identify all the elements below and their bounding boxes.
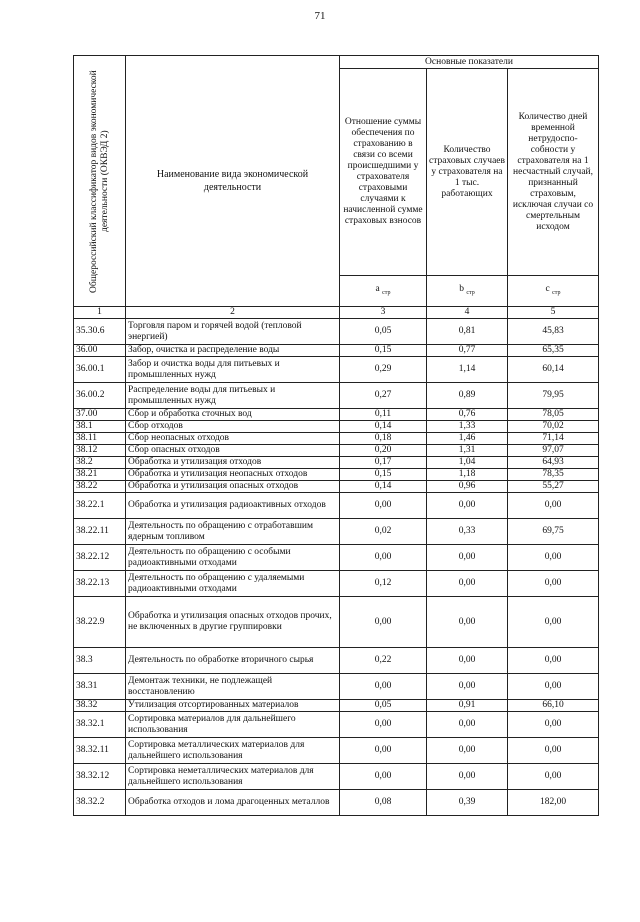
okved-code: 38.3 [74,648,126,674]
value-b: 0,39 [427,790,508,816]
value-a: 0,05 [340,319,427,345]
value-a: 0,12 [340,571,427,597]
value-b: 1,04 [427,457,508,469]
table-row [74,700,599,712]
value-c: 45,83 [508,319,599,345]
value-a: 0,00 [340,764,427,790]
activity-name: Деятельность по обработке вторичного сырья [126,648,340,674]
value-c: 78,35 [508,469,599,481]
value-b: 1,33 [427,421,508,433]
activity-name: Деятельность по обращению с удаляемыми радиоактивными отходами [126,571,340,597]
activity-name: Сортировка металлических материалов для дальнейшего использования [126,738,340,764]
value-a: 0,00 [340,738,427,764]
table-row [74,469,599,481]
column-number: 2 [126,307,340,319]
value-b: 1,31 [427,445,508,457]
activity-name: Обработка и утилизация радиоактивных отходов [126,493,340,519]
value-c: 97,07 [508,445,599,457]
value-a: 0,00 [340,674,427,700]
okved-code: 38.12 [74,445,126,457]
activity-name: Сбор и обработка сточных вод [126,409,340,421]
value-c: 0,00 [508,493,599,519]
header-symbol-c: c $_{стр}$ [508,276,599,307]
table-row [74,674,599,700]
okved-code: 38.32 [74,700,126,712]
activity-name: Забор и очистка воды для питьевых и промышленных нужд [126,357,340,383]
value-a: 0,14 [340,481,427,493]
column-number: 3 [340,307,427,319]
okved-code: 38.1 [74,421,126,433]
table-row [74,457,599,469]
okved-code: 38.32.2 [74,790,126,816]
value-b: 0,76 [427,409,508,421]
activity-name: Деятельность по обращению с отработавшим ядерным топливом [126,519,340,545]
value-c: 0,00 [508,545,599,571]
activity-name: Забор, очистка и распределение воды [126,345,340,357]
okved-code: 37.00 [74,409,126,421]
okved-code: 38.22.13 [74,571,126,597]
value-a: 0,15 [340,469,427,481]
table-row [74,571,599,597]
value-c: 79,95 [508,383,599,409]
value-c: 64,93 [508,457,599,469]
value-a: 0,02 [340,519,427,545]
column-number: 5 [508,307,599,319]
table-row [74,481,599,493]
okved-code: 38.22 [74,481,126,493]
column-number: 4 [427,307,508,319]
activity-name: Сбор отходов [126,421,340,433]
okved-code: 38.32.12 [74,764,126,790]
value-b: 0,77 [427,345,508,357]
okved-code: 38.22.11 [74,519,126,545]
value-a: 0,05 [340,700,427,712]
okved-code: 38.31 [74,674,126,700]
header-col-a: Отношение суммы обеспечения по страхованию в связи со всеми происшедшими у страхователя страховыми случаями к начисленной сумме страховых взносов [340,69,427,276]
okved-code: 38.11 [74,433,126,445]
value-b: 1,18 [427,469,508,481]
value-a: 0,00 [340,597,427,648]
okved-code: 36.00.1 [74,357,126,383]
table-row [74,319,599,345]
value-c: 182,00 [508,790,599,816]
value-b: 0,00 [427,764,508,790]
table-row [74,433,599,445]
value-c: 0,00 [508,648,599,674]
value-c: 0,00 [508,597,599,648]
okved-code: 38.2 [74,457,126,469]
header-symbol-b: b $_{стр}$ [427,276,508,307]
value-c: 71,14 [508,433,599,445]
activity-name: Демонтаж техники, не подлежащей восстановлению [126,674,340,700]
value-c: 70,02 [508,421,599,433]
table-row [74,383,599,409]
activity-name: Обработка отходов и лома драгоценных металлов [126,790,340,816]
value-b: 1,14 [427,357,508,383]
value-a: 0,15 [340,345,427,357]
activity-name: Распределение воды для питьевых и промышленных нужд [126,383,340,409]
value-a: 0,11 [340,409,427,421]
header-main-indicators: Основные показатели [340,56,599,69]
header-okved [74,56,126,307]
table-header [74,56,599,319]
activity-name: Обработка и утилизация отходов [126,457,340,469]
value-c: 0,00 [508,738,599,764]
header-col-b: Количество страховых случаев у страхователя на 1 тыс. работающих [427,69,508,276]
value-b: 0,96 [427,481,508,493]
value-c: 60,14 [508,357,599,383]
okved-code: 38.22.12 [74,545,126,571]
table-row [74,764,599,790]
activity-name: Деятельность по обращению с особыми радиоактивными отходами [126,545,340,571]
table-row [74,597,599,648]
activity-name: Обработка и утилизация опасных отходов прочих, не включенных в другие группировки [126,597,340,648]
table-row [74,790,599,816]
value-c: 69,75 [508,519,599,545]
value-b: 0,00 [427,712,508,738]
okved-code: 38.32.11 [74,738,126,764]
value-c: 65,35 [508,345,599,357]
header-activity-name: Наименование вида экономической деятельности [126,56,340,307]
table-row [74,545,599,571]
header-col-c: Количество дней временной нетрудоспо-собности у страхователя на 1 несчастный случай, признанный страховым, исключая случаи со смертельным исходом [508,69,599,276]
table-row [74,345,599,357]
activity-name: Сбор опасных отходов [126,445,340,457]
activity-name: Сортировка неметаллических материалов для дальнейшего использования [126,764,340,790]
header-symbol-a: a $_{стр}$ [340,276,427,307]
table-row [74,519,599,545]
value-c: 78,05 [508,409,599,421]
value-a: 0,00 [340,493,427,519]
value-c: 0,00 [508,674,599,700]
value-b: 0,00 [427,648,508,674]
value-b: 0,00 [427,545,508,571]
value-a: 0,00 [340,545,427,571]
activity-name: Торговля паром и горячей водой (тепловой энергией) [126,319,340,345]
value-b: 0,91 [427,700,508,712]
value-a: 0,20 [340,445,427,457]
value-c: 0,00 [508,571,599,597]
activity-name: Обработка и утилизация опасных отходов [126,481,340,493]
okved-code: 38.22.9 [74,597,126,648]
activity-name: Обработка и утилизация неопасных отходов [126,469,340,481]
value-a: 0,08 [340,790,427,816]
value-a: 0,17 [340,457,427,469]
table-body [74,319,599,816]
table-row [74,712,599,738]
table-row [74,738,599,764]
value-a: 0,29 [340,357,427,383]
okved-code: 38.22.1 [74,493,126,519]
activity-name: Сортировка материалов для дальнейшего использования [126,712,340,738]
table-row [74,445,599,457]
table-row [74,421,599,433]
value-b: 1,46 [427,433,508,445]
value-b: 0,00 [427,571,508,597]
page-number: 71 [314,10,326,22]
value-c: 66,10 [508,700,599,712]
value-a: 0,22 [340,648,427,674]
okved-code: 38.32.1 [74,712,126,738]
value-c: 55,27 [508,481,599,493]
value-b: 0,00 [427,493,508,519]
column-number: 1 [74,307,126,319]
indicators-table [73,55,599,816]
activity-name: Утилизация отсортированных материалов [126,700,340,712]
table-row [74,493,599,519]
value-a: 0,18 [340,433,427,445]
table-row [74,357,599,383]
value-b: 0,81 [427,319,508,345]
okved-code: 38.21 [74,469,126,481]
value-b: 0,89 [427,383,508,409]
table-row [74,409,599,421]
value-a: 0,00 [340,712,427,738]
value-b: 0,33 [427,519,508,545]
table-row [74,648,599,674]
value-a: 0,27 [340,383,427,409]
value-c: 0,00 [508,712,599,738]
value-b: 0,00 [427,597,508,648]
okved-code: 36.00 [74,345,126,357]
value-b: 0,00 [427,674,508,700]
value-b: 0,00 [427,738,508,764]
activity-name: Сбор неопасных отходов [126,433,340,445]
okved-code: 35.30.6 [74,319,126,345]
value-a: 0,14 [340,421,427,433]
okved-code: 36.00.2 [74,383,126,409]
header-okved-label: Общероссийский классификатор видов экономической деятельности (ОКВЭД 2) [88,69,110,293]
value-c: 0,00 [508,764,599,790]
